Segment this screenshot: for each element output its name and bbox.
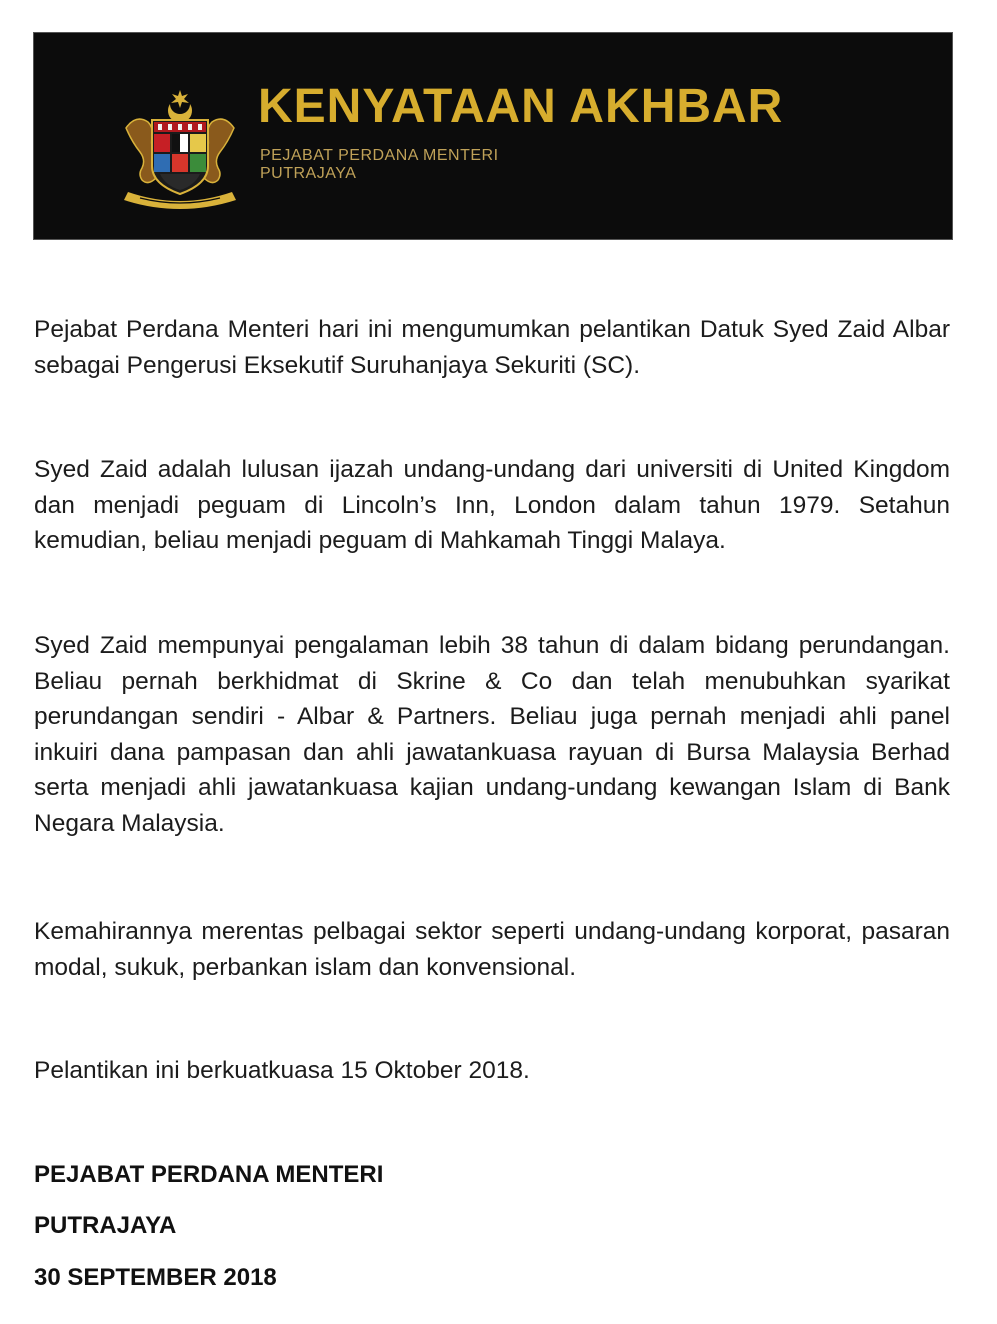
paragraph-education: Syed Zaid adalah lulusan ijazah undang-undang dari universiti di United Kingdom dan menjadi peguam di Lincoln’s Inn, London dalam tahun 1979. Setahun kemudian, beliau menjadi peguam di Mahkamah Tinggi Malaya. bbox=[34, 456, 950, 554]
banner-title: KENYATAAN AKHBAR bbox=[258, 80, 784, 133]
signature-date: 30 SEPTEMBER 2018 bbox=[34, 1264, 277, 1291]
paragraph-effective-date: Pelantikan ini berkuatkuasa 15 Oktober 2018. bbox=[34, 1057, 530, 1084]
paragraph-expertise: Kemahirannya merentas pelbagai sektor seperti undang-undang korporat, pasaran modal, sukuk, perbankan islam dan konvensional. bbox=[34, 918, 950, 981]
signature-place: PUTRAJAYA bbox=[34, 1212, 177, 1239]
banner-subtitle-office: PEJABAT PERDANA MENTERI bbox=[260, 147, 499, 164]
signature-office: PEJABAT PERDANA MENTERI bbox=[34, 1161, 384, 1188]
paragraph-appointment: Pejabat Perdana Menteri hari ini mengumumkan pelantikan Datuk Syed Zaid Albar sebagai Pengerusi Eksekutif Suruhanjaya Sekuriti (SC). bbox=[34, 316, 950, 379]
paragraph-experience: Syed Zaid mempunyai pengalaman lebih 38 tahun di dalam bidang perundangan. Beliau pernah berkhidmat di Skrine & Co dan telah menubuhkan syarikat perundangan sendiri - Albar & Partners. Beliau juga pernah menjadi ahli panel inkuiri dana pampasan dan ahli jawatankuasa rayuan di Bursa Malaysia Berhad serta menjadi ahli jawatankuasa kajian undang-undang kewangan Islam di Bank Negara Malaysia. bbox=[34, 632, 950, 837]
malaysia-coat-of-arms-icon bbox=[120, 88, 240, 216]
press-release-banner bbox=[33, 32, 953, 240]
banner-subtitle-place: PUTRAJAYA bbox=[260, 165, 357, 182]
